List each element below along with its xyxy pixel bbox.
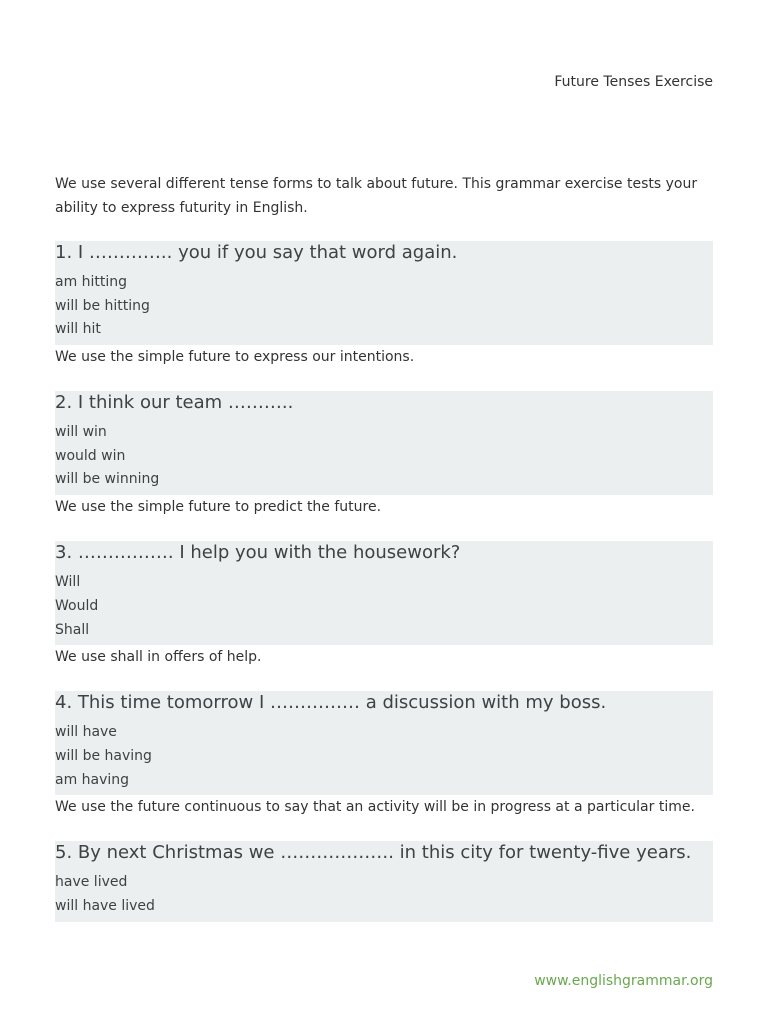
answer-option[interactable]: have lived <box>55 874 128 891</box>
answer-option[interactable]: will have lived <box>55 897 155 914</box>
answer-option[interactable]: Would <box>55 597 99 614</box>
question-text: 3. ……………. I help you with the housework? <box>55 542 461 564</box>
question-list <box>55 241 713 944</box>
option-list <box>55 421 713 495</box>
answer-option[interactable]: Will <box>55 574 81 591</box>
question-box <box>55 241 713 345</box>
answer-option[interactable]: would win <box>55 447 126 464</box>
answer-option[interactable]: Shall <box>55 621 90 638</box>
answer-explanation: We use the simple future to express our intentions. <box>55 349 415 366</box>
answer-option[interactable]: will be winning <box>55 471 160 488</box>
question-box <box>55 691 713 795</box>
question-3 <box>55 541 713 669</box>
intro-paragraph: We use several different tense forms to talk about future. This grammar exercise tests your ability to express futurity in English. <box>55 176 698 216</box>
answer-explanation: We use shall in offers of help. <box>55 649 262 666</box>
answer-option[interactable]: am having <box>55 771 130 788</box>
option-list <box>55 871 713 921</box>
answer-option[interactable]: will hit <box>55 321 101 338</box>
page-title: Future Tenses Exercise <box>554 74 713 90</box>
question-box <box>55 541 713 645</box>
site-link[interactable]: www.englishgrammar.org <box>534 973 713 989</box>
question-box <box>55 391 713 495</box>
option-list <box>55 571 713 645</box>
question-text: 1. I ………….. you if you say that word again. <box>55 242 458 263</box>
answer-option[interactable]: will be hitting <box>55 297 150 314</box>
option-list <box>55 721 713 795</box>
answer-option[interactable]: will be having <box>55 747 152 764</box>
question-box <box>55 841 713 921</box>
question-5 <box>55 841 713 921</box>
option-list <box>55 271 713 345</box>
answer-explanation: We use the future continuous to say that an activity will be in progress at a particular time. <box>55 799 695 816</box>
question-4 <box>55 691 713 819</box>
answer-option[interactable]: will win <box>55 424 107 441</box>
answer-option[interactable]: will have <box>55 724 117 741</box>
question-1 <box>55 241 713 369</box>
answer-explanation: We use the simple future to predict the future. <box>55 499 382 516</box>
question-text: 4. This time tomorrow I …………… a discussion with my boss. <box>55 692 607 714</box>
question-2 <box>55 391 713 519</box>
question-text: 5. By next Christmas we ………………. in this city for twenty-five years. <box>55 842 692 864</box>
answer-option[interactable]: am hitting <box>55 274 128 290</box>
question-text: 2. I think our team ……….. <box>55 392 294 414</box>
